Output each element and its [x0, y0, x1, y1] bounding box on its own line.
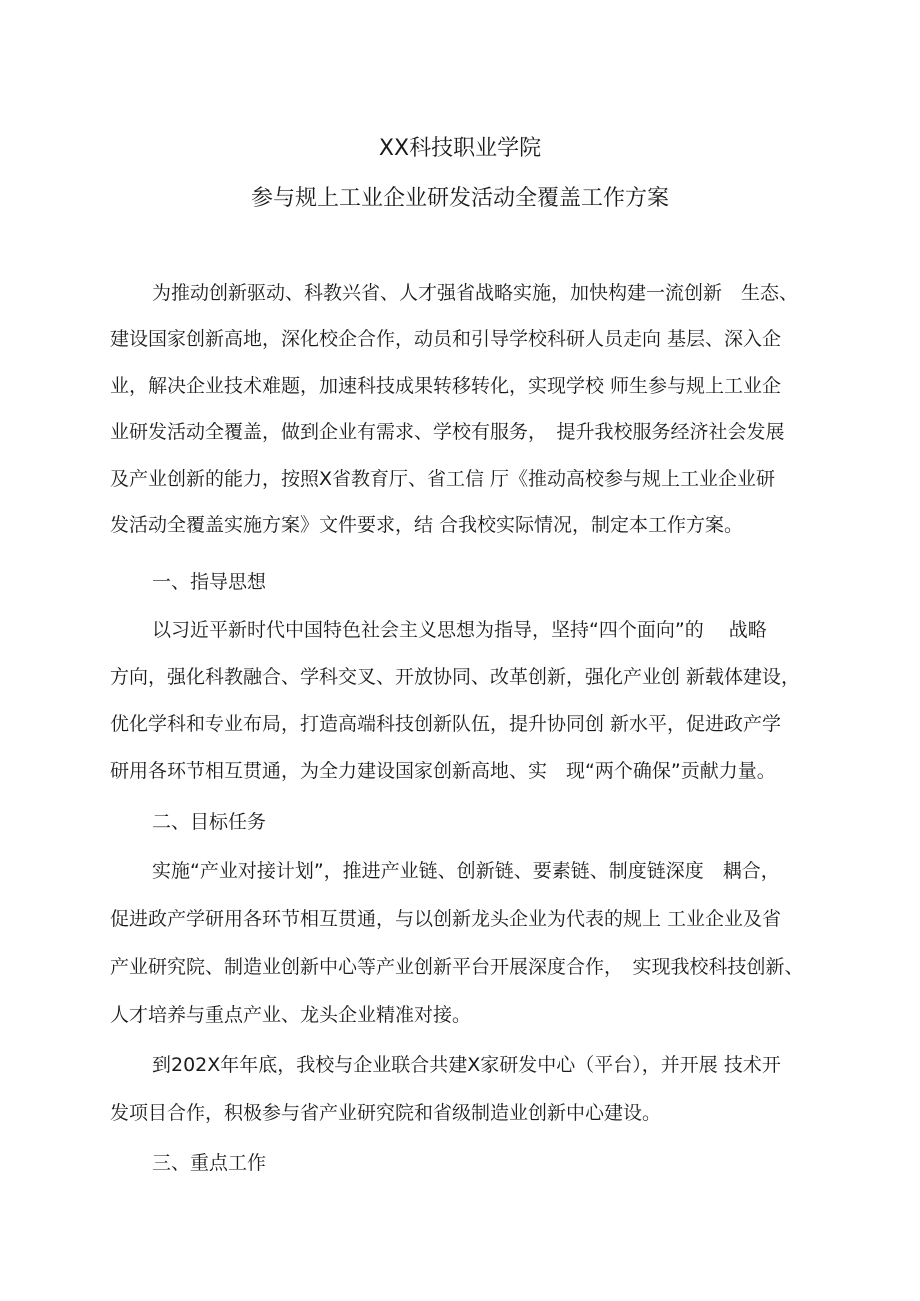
- paragraph-line: 发项目合作，积极参与省产业研究院和省级制造业创新中心建设。: [110, 1102, 662, 1124]
- paragraph-line: 发活动全覆盖实施方案》文件要求，结 合我校实际情况，制定本工作方案。: [110, 514, 744, 536]
- paragraph-line: 及产业创新的能力，按照X省教育厅、省工信 厅《推动高校参与规上工业企业研: [110, 468, 776, 490]
- paragraph-line: 实施“产业对接计划”，推进产业链、创新链、要素链、制度链深度 耦合，: [152, 860, 780, 882]
- paragraph-line: 业研发活动全覆盖，做到企业有需求、学校有服务， 提升我校服务经济社会发展: [110, 421, 785, 443]
- section-heading: 一、指导思想: [152, 571, 267, 593]
- paragraph-line: 优化学科和专业布局，打造高端科技创新队伍，提升协同创 新水平，促进政产学: [110, 713, 782, 735]
- paragraph-line: 为推动创新驱动、科教兴省、人才强省战略实施，加快构建一流创新 生态、: [152, 282, 799, 304]
- paragraph-line: 到202X年年底，我校与企业联合共建X家研发中心（平台），并开展 技术开: [152, 1054, 781, 1076]
- paragraph-line: 建设国家创新高地，深化校企合作，动员和引导学校科研人员走向 基层、深入企: [110, 328, 782, 350]
- paragraph-line: 人才培养与重点产业、龙头企业精准对接。: [110, 1004, 472, 1026]
- paragraph-line: 促进政产学研用各环节相互贯通，与以创新龙头企业为代表的规上 工业企业及省: [110, 908, 782, 930]
- section-heading: 二、目标任务: [152, 811, 267, 833]
- paragraph-line: 以习近平新时代中国特色社会主义思想为指导，坚持“四个面向”的 战略: [152, 619, 767, 641]
- document-subtitle: 参与规上工业企业研发活动全覆盖工作方案: [250, 186, 669, 211]
- paragraph-line: 研用各环节相互贯通，为全力建设国家创新高地、实 现“两个确保”贡献力量。: [110, 760, 776, 782]
- document-title: XX科技职业学院: [378, 136, 542, 161]
- paragraph-line: 业，解决企业技术难题，加速科技成果转移转化，实现学校 师生参与规上工业企: [110, 375, 782, 397]
- paragraph-line: 产业研究院、制造业创新中心等产业创新平台开展深度合作， 实现我校科技创新、: [110, 956, 804, 978]
- paragraph-line: 方向，强化科教融合、学科交叉、开放协同、改革创新，强化产业创 新载体建设，: [110, 666, 801, 688]
- section-heading: 三、重点工作: [152, 1152, 267, 1174]
